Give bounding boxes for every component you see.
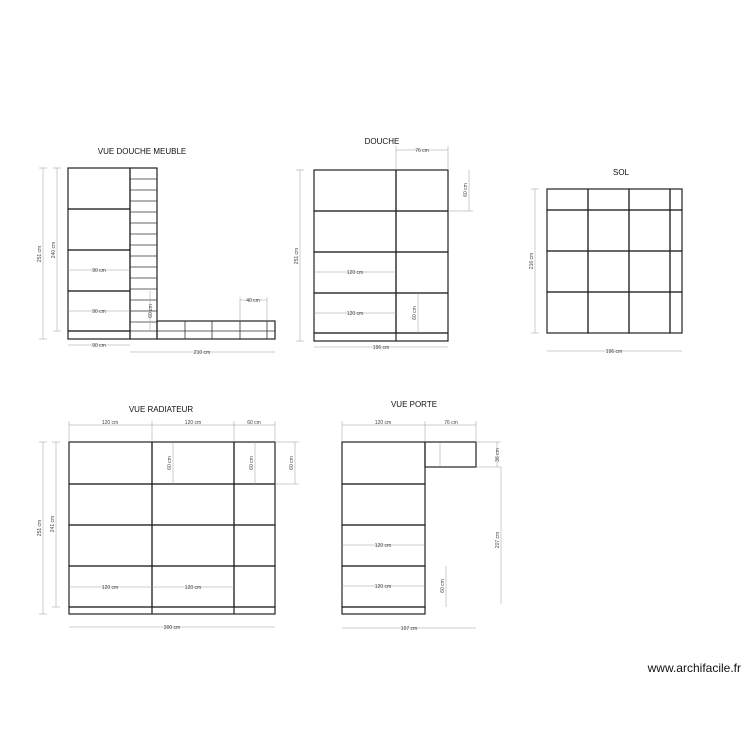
- view-douche: [294, 137, 473, 351]
- dim-label: 210 cm: [193, 350, 211, 356]
- dim-label: 196 cm: [372, 345, 390, 351]
- dim-label: 196 cm: [605, 349, 623, 355]
- dim-label: 120 cm: [101, 585, 119, 591]
- dim-label: 216 cm: [529, 252, 535, 270]
- dim-label: 60 cm: [247, 420, 261, 426]
- dim-label: 120 cm: [374, 543, 392, 549]
- dim-label: 60 cm: [412, 306, 418, 320]
- dim-label: 120 cm: [184, 420, 202, 426]
- dim-label: 207 cm: [495, 531, 501, 549]
- dim-label: 240 cm: [51, 241, 57, 259]
- dim-label: 120 cm: [346, 270, 364, 276]
- dim-label: 60 cm: [148, 304, 154, 318]
- tile: [396, 211, 448, 252]
- view-douche-meuble: [37, 147, 275, 356]
- dim-label: 120 cm: [374, 584, 392, 590]
- view-title: VUE DOUCHE MEUBLE: [97, 147, 187, 156]
- dim-label: 197 cm: [400, 626, 418, 632]
- dim-label: 90 cm: [92, 268, 106, 274]
- dim-label: 60 cm: [167, 456, 173, 470]
- tile: [314, 211, 396, 252]
- dim-label: 251 cm: [37, 245, 43, 263]
- watermark: www.archifacile.fr: [647, 661, 741, 675]
- tile: [396, 170, 448, 211]
- view-title: VUE RADIATEUR: [128, 405, 194, 414]
- dim-label: 36 cm: [495, 448, 501, 462]
- tile: [396, 293, 448, 333]
- dim-label: 251 cm: [294, 247, 300, 265]
- view-radiateur: [37, 405, 299, 631]
- view-title: DOUCHE: [364, 137, 400, 146]
- floor-grid: [547, 189, 682, 333]
- tile: [396, 252, 448, 293]
- dim-label: 300 cm: [163, 625, 181, 631]
- dim-label: 76 cm: [415, 148, 429, 154]
- dim-label: 60 cm: [289, 456, 295, 470]
- dim-label: 120 cm: [374, 420, 392, 426]
- dim-label: 60 cm: [463, 183, 469, 197]
- view-sol: [529, 168, 682, 355]
- floor-strip: [314, 333, 448, 341]
- dim-label: 60 cm: [249, 456, 255, 470]
- low-tile-run: [157, 321, 275, 339]
- dim-label: 120 cm: [184, 585, 202, 591]
- dim-label: 241 cm: [50, 515, 56, 533]
- dim-label: 251 cm: [37, 519, 43, 537]
- view-title: VUE PORTE: [390, 400, 438, 409]
- dim-label: 60 cm: [440, 579, 446, 593]
- tile: [68, 209, 130, 250]
- tile: [68, 168, 130, 209]
- view-title: SOL: [612, 168, 630, 177]
- dim-label: 90 cm: [92, 343, 106, 349]
- view-porte: [342, 400, 501, 632]
- dim-label: 120 cm: [346, 311, 364, 317]
- low-tile-lines: [157, 321, 275, 339]
- tile: [314, 170, 396, 211]
- wall-grid: [342, 442, 476, 614]
- dim-label: 76 cm: [444, 420, 458, 426]
- dim-label: 120 cm: [101, 420, 119, 426]
- floor-strip: [68, 331, 130, 339]
- dim-label: 40 cm: [246, 298, 260, 304]
- dim-label: 90 cm: [92, 309, 106, 315]
